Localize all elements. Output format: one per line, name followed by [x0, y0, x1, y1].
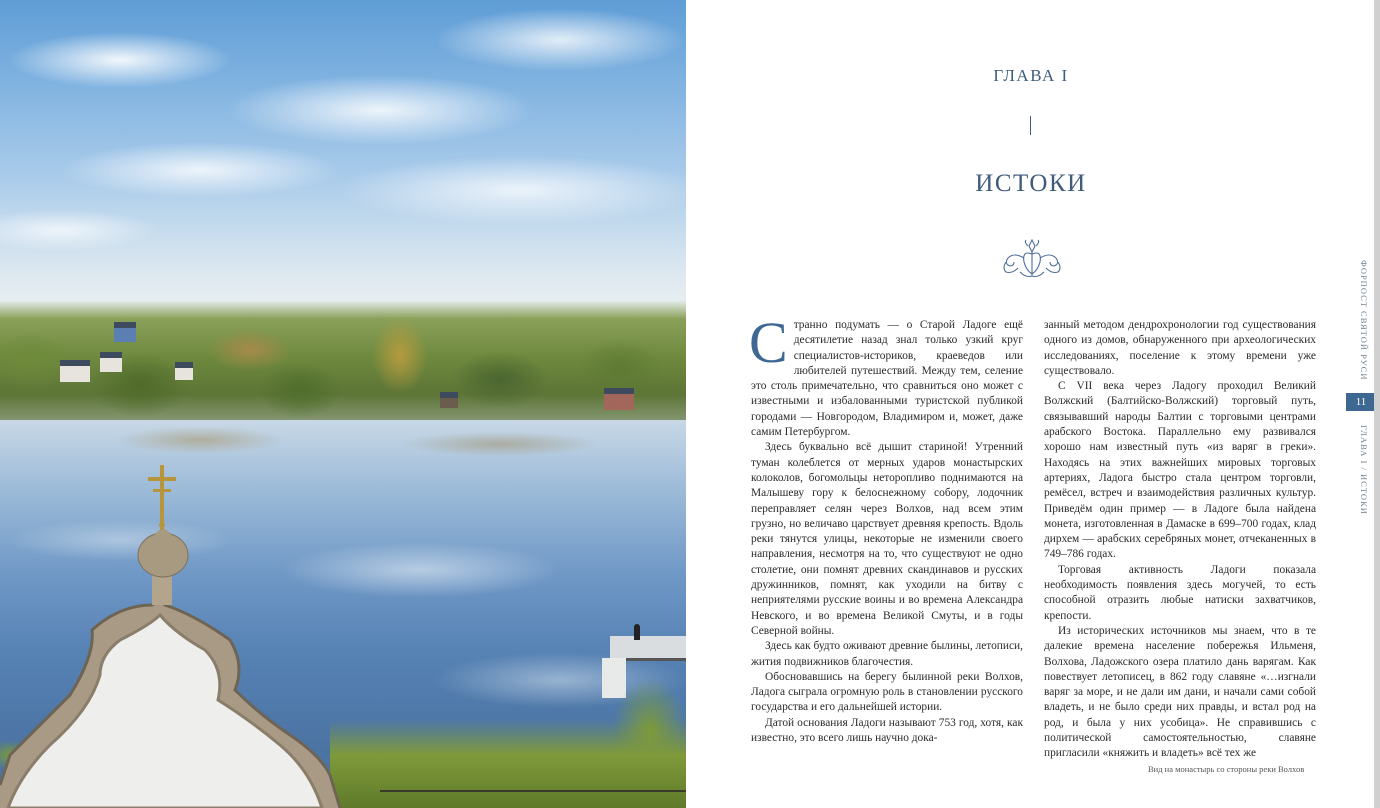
paragraph: Из исторических источников мы знаем, что в те далекие времена население побережья Ильменя, Волхова, Ладожского озера платило дань варягам. Как повествует летописец, в 862 году славяне «…изгнали варяг за море, и не дали им дани, и начали сами собой владеть, и не было среди них правды, и встал род на род, и была у них усобица». Не справившись с политической самостоятельностью, славяне пригласили «княжить и владеть» всё тех же [1044, 624, 1316, 760]
paragraph: Здесь буквально всё дышит стариной! Утренний туман колеблется от мерных ударов монастырских колоколов, богомольцы неторопливо поднимаются на Малышеву гору к белоснежному собору, лодочник переправляет селян через Волхов, над всем этим грузно, но величаво царствует древняя крепость. Вдоль реки тянутся улицы, некоторые не изменили своего направления, несмотря на то, что существуют не одно столетие, они помнят древних скандинавов и русских дружинников, помнят, как уходили на битву с неприятелями русские воины и во времена Александра Невского, и во времена Великой Смуты, и в годы Северной войны. [751, 441, 1023, 637]
house [175, 362, 193, 380]
body-column-left [749, 310, 1023, 746]
cross-icon [160, 465, 164, 530]
paragraph: Обосновавшись на берегу былинной реки Волхов, Ладога сыграла огромную роль в становлении русского государства и его дальнейшей истории. [751, 670, 1023, 714]
house [60, 360, 90, 382]
paragraph: Странно подумать — о Старой Ладоге ещё десятилетие назад знал только узкий круг специалистов-историков, краеведов или любителей путешествий. Между тем, селение это столь примечательно, что сравниться оно может с известными и избалованными туристской публикой городами — Новгородом, Владимиром и, может, даже самим Петербургом. [749, 310, 1023, 439]
chapter-title: ИСТОКИ [975, 170, 1087, 197]
page-number: 11 [1346, 393, 1376, 411]
blue-house [114, 322, 136, 342]
photo-caption: Вид на монастырь со стороны реки Волхов [1148, 764, 1305, 774]
shed [440, 392, 458, 408]
page-edge [1374, 0, 1380, 808]
paragraph: С VII века через Ладогу проходил Великий Волжский (Балтийско-Волжский) торговый путь, связывавший народы Балтии с торговыми центрами арабского Востока. Параллельно ему развивался хорошо нам известный путь «из варяг в греки». Находясь на этих важнейших мировых торговых артериях, Ладога быстро стала центром торговли, ремёсел, встреч и взаимодействия различных культур. Приведём один пример — в Ладоге была найдена монета, изготовленная в Дамаске в 699–700 годах, клад дирхем — арабских серебряных монет, отчеканенных в 749–786 годах. [1044, 380, 1316, 561]
text-page [686, 0, 1380, 808]
church-roof-with-cross [0, 455, 400, 808]
fleur-ornament-icon [1000, 238, 1064, 280]
chapter-label: ГЛАВА I [993, 66, 1069, 85]
monastery-river-photo [0, 0, 686, 808]
sky-with-clouds [0, 0, 686, 320]
paragraph: Датой основания Ладоги называют 753 год, хотя, как известно, это всего лишь научно дока- [751, 716, 1023, 745]
fence [380, 790, 686, 792]
body-column-right [1044, 318, 1316, 762]
running-head: ФОРПОСТ СВЯТОЙ РУСИ [1359, 260, 1369, 381]
person-figure [634, 624, 640, 640]
drop-cap: С [749, 310, 788, 375]
far-shore-village [0, 300, 686, 425]
paragraph: Торговая активность Ладоги показала необходимость появления здесь могучей, то есть способной отразить любые натиски захватчиков, крепости. [1044, 563, 1316, 622]
paragraph: Здесь как будто оживают древние былины, летописи, жития подвижников благочестия. [751, 640, 1023, 668]
red-house [604, 388, 634, 410]
paragraph: занный методом дендрохронологии год существования одного из домов, обнаруженного при археологических исследованиях, поселение к этому времени уже существовало. [1044, 319, 1316, 377]
running-foot: ГЛАВА I / ИСТОКИ [1359, 425, 1369, 515]
house [100, 352, 122, 372]
chapter-divider [1030, 116, 1031, 135]
